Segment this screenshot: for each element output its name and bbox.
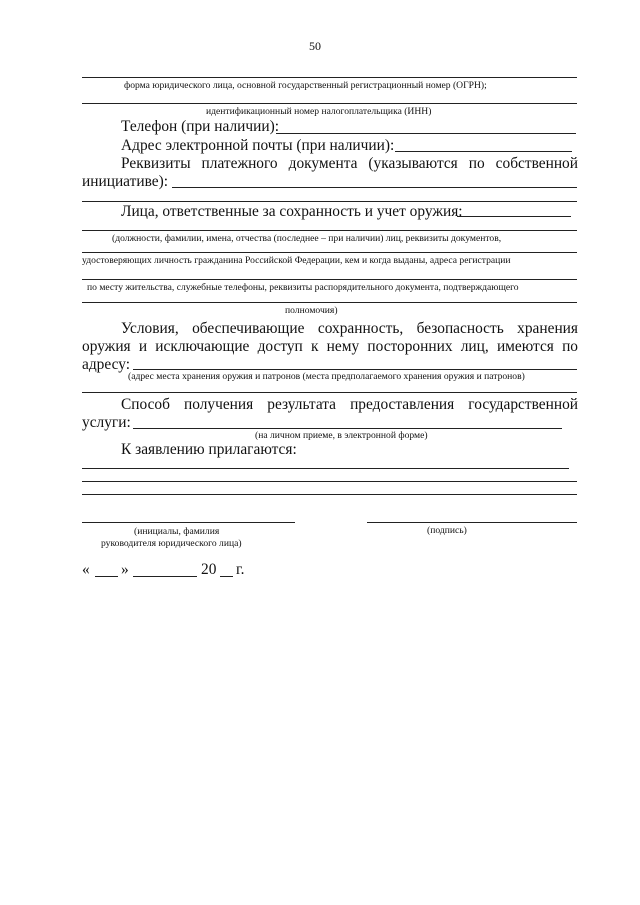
responsible-caption-4: полномочия) <box>285 305 338 316</box>
ogrn-input-line[interactable] <box>82 77 577 78</box>
responsible-input-line-4[interactable] <box>82 279 577 280</box>
date-close-quote: » <box>121 561 129 578</box>
storage-address-input-line-2[interactable] <box>82 392 577 393</box>
conditions-label-line-2: оружия и исключающие доступ к нему посторонних лиц, имеются по <box>82 338 578 355</box>
responsible-input-line-2[interactable] <box>82 230 577 231</box>
date-month-input-line[interactable] <box>133 576 197 577</box>
storage-address-caption: (адрес места хранения оружия и патронов (места предполагаемого хранения оружия и патронов) <box>128 371 525 382</box>
ogrn-caption: форма юридического лица, основной государственный регистрационный номер (ОГРН); <box>124 80 487 91</box>
email-input-line[interactable] <box>395 151 572 152</box>
payment-input-line-2[interactable] <box>82 201 577 202</box>
responsible-label: Лица, ответственные за сохранность и учет оружия: <box>121 203 463 220</box>
responsible-caption-2: удостоверяющих личность гражданина Российской Федерации, кем и когда выданы, адреса регистрации <box>82 255 511 266</box>
payment-input-line-1[interactable] <box>172 187 577 188</box>
initials-input-line[interactable] <box>82 522 295 523</box>
payment-label-line-2: инициативе): <box>82 173 168 190</box>
method-label-line-1: Способ получения результата предоставления государственной <box>121 396 578 413</box>
date-year-input-line[interactable] <box>220 576 233 577</box>
inn-input-line[interactable] <box>82 103 577 104</box>
initials-caption-2: руководителя юридического лица) <box>101 538 242 549</box>
payment-label-line-1: Реквизиты платежного документа (указываются по собственной <box>121 155 578 172</box>
date-day-input-line[interactable] <box>95 576 118 577</box>
date-open-quote: « <box>82 561 90 578</box>
responsible-input-line-3[interactable] <box>82 252 577 253</box>
attachments-input-line-1[interactable] <box>82 468 569 469</box>
conditions-label-line-1: Условия, обеспечивающие сохранность, безопасность хранения <box>121 320 578 337</box>
signature-input-line[interactable] <box>367 522 577 523</box>
signature-caption: (подпись) <box>427 525 467 536</box>
responsible-input-line[interactable] <box>457 216 571 217</box>
inn-caption: идентификационный номер налогоплательщика (ИНН) <box>206 106 432 117</box>
phone-label: Телефон (при наличии): <box>121 118 279 135</box>
phone-input-line[interactable] <box>276 133 576 134</box>
attachments-input-line-3[interactable] <box>82 494 577 495</box>
conditions-label-line-3: адресу: <box>82 356 130 373</box>
email-label: Адрес электронной почты (при наличии): <box>121 137 395 154</box>
date-year-suffix: г. <box>236 561 245 578</box>
method-caption: (на личном приеме, в электронной форме) <box>255 430 428 441</box>
page-number: 50 <box>309 39 321 53</box>
initials-caption-1: (инициалы, фамилия <box>134 526 220 537</box>
responsible-input-line-5[interactable] <box>82 302 577 303</box>
attachments-label: К заявлению прилагаются: <box>121 441 297 458</box>
responsible-caption-1: (должности, фамилии, имена, отчества (последнее – при наличии) лиц, реквизиты документов, <box>112 233 502 244</box>
attachments-input-line-2[interactable] <box>82 481 577 482</box>
responsible-caption-3: по месту жительства, служебные телефоны, реквизиты распорядительного документа, подтверждающего <box>87 282 519 293</box>
method-label-line-2: услуги: <box>82 414 131 431</box>
method-input-line[interactable] <box>133 428 562 429</box>
storage-address-input-line[interactable] <box>133 369 577 370</box>
date-year-prefix: 20 <box>201 561 217 578</box>
